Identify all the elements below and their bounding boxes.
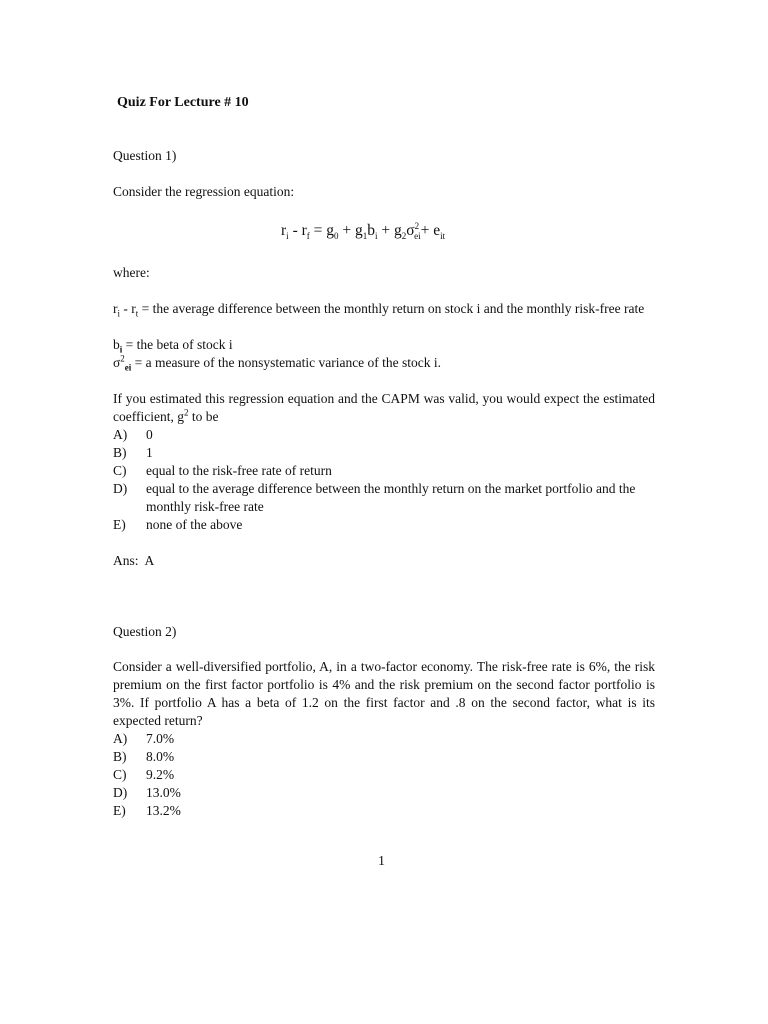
option-text: 13.0% bbox=[146, 785, 181, 800]
question-2-option-a bbox=[113, 730, 655, 748]
question-2-stem: Consider a well-diversified portfolio, A, in a two-factor economy. The risk-free rate is 6%, the risk premium on the first factor portfolio is 4% and the risk premium on the second factor portfolio is 3%. If portfolio A has a beta of 1.2 on the first factor and .8 on the second factor, what is its expected return? bbox=[113, 659, 655, 728]
option-letter: E) bbox=[113, 517, 126, 532]
option-letter: D) bbox=[113, 481, 128, 496]
regression-equation: $r_i - r_f = g_0 + g_1b_i + g_2\sigma^2_{ei}+ e_{it}$ bbox=[281, 220, 446, 242]
question-1-option-e bbox=[113, 516, 655, 534]
page-number: 1 bbox=[378, 854, 385, 869]
option-letter: D) bbox=[113, 785, 128, 800]
option-letter: B) bbox=[113, 749, 127, 764]
question-2-option-b bbox=[113, 748, 655, 766]
question-1-stem-text: If you estimated this regression equation and the CAPM was valid, you would expect the estimated coefficient, g bbox=[113, 391, 655, 424]
option-letter: B) bbox=[113, 445, 127, 460]
where-label: where: bbox=[113, 265, 150, 280]
question-1-stem-end: to be bbox=[188, 409, 219, 424]
option-text: equal to the average difference between the monthly return on the market portfolio and the monthly risk-free rate bbox=[146, 481, 636, 514]
definition-nonsystematic-variance-text: = a measure of the nonsystematic variance of the stock i. bbox=[131, 355, 442, 370]
question-1-option-b bbox=[113, 444, 655, 462]
question-1-intro: Consider the regression equation: bbox=[113, 184, 295, 199]
definition-nonsystematic-variance: $\sigma^2_{ei} = a$ measure of the nonsystematic variance of the stock i. bbox=[113, 353, 442, 373]
question-2-heading: Question 2) bbox=[113, 624, 177, 639]
question-1-option-c bbox=[113, 462, 655, 480]
option-text: 8.0% bbox=[146, 749, 175, 764]
question-2-options bbox=[113, 730, 655, 820]
option-text: 13.2% bbox=[146, 803, 181, 818]
question-1-options bbox=[113, 426, 655, 534]
definition-beta: $b_i$ = the beta of stock i bbox=[113, 337, 233, 355]
question-2-option-d bbox=[113, 784, 655, 802]
option-text: 9.2% bbox=[146, 767, 175, 782]
option-text: 0 bbox=[146, 427, 153, 442]
question-1-heading: Question 1) bbox=[113, 148, 177, 163]
question-2-option-c bbox=[113, 766, 655, 784]
definition-return-difference: $r_i - r_t$ = the average difference between the monthly return on stock i and the monthly risk-free rate bbox=[113, 301, 645, 319]
question-2-option-e bbox=[113, 802, 655, 820]
option-text: none of the above bbox=[146, 517, 243, 532]
option-text: equal to the risk-free rate of return bbox=[146, 463, 332, 478]
option-letter: A) bbox=[113, 427, 128, 442]
page-title: Quiz For Lecture # 10 bbox=[117, 95, 249, 110]
option-letter: C) bbox=[113, 767, 127, 782]
option-text: 7.0% bbox=[146, 731, 175, 746]
option-letter: C) bbox=[113, 463, 127, 478]
question-1-answer: Ans: A bbox=[113, 553, 155, 568]
question-1-stem bbox=[113, 390, 655, 426]
definition-beta-text: = the beta of stock i bbox=[122, 337, 233, 352]
definition-return-difference-text: = the average difference between the monthly return on stock i and the monthly risk-free rate bbox=[138, 301, 645, 316]
option-text: 1 bbox=[146, 445, 153, 460]
option-letter: A) bbox=[113, 731, 128, 746]
question-1-option-a bbox=[113, 426, 655, 444]
question-1-option-d bbox=[113, 480, 655, 516]
option-letter: E) bbox=[113, 803, 126, 818]
question-1-stem-superscript: 2 bbox=[183, 407, 189, 418]
